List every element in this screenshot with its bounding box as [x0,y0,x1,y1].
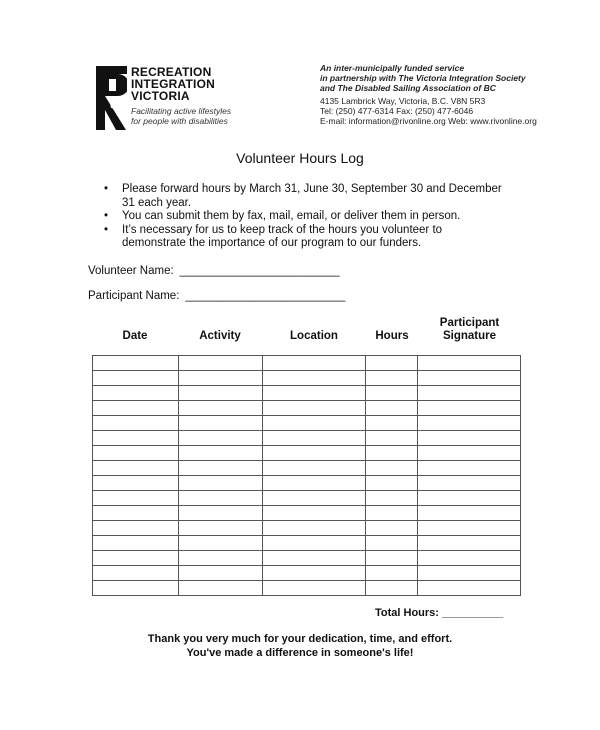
volunteer-name-label: Volunteer Name: [88,265,174,277]
table-row [93,386,521,401]
table-row [93,491,521,506]
participant-name-label: Participant Name: [88,290,180,302]
header-signature-line-2: Signature [442,330,497,342]
table-row [93,401,521,416]
org-name-line-2: INTEGRATION [131,77,215,91]
participant-name-blank[interactable]: _________________________ [185,290,346,302]
table-cell[interactable] [418,476,521,491]
table-cell[interactable] [93,536,179,551]
table-cell[interactable] [366,446,418,461]
table-cell[interactable] [366,371,418,386]
table-cell[interactable] [178,356,262,371]
table-cell[interactable] [93,551,179,566]
table-cell[interactable] [178,371,262,386]
table-cell[interactable] [418,491,521,506]
table-cell[interactable] [366,461,418,476]
hours-log-table [92,355,521,596]
header-activity: Activity [199,330,241,342]
thanks-line-1: Thank you very much for your dedication, time, and effort. [147,633,453,645]
table-cell[interactable] [178,551,262,566]
table-cell[interactable] [418,461,521,476]
table-cell[interactable] [262,551,366,566]
instruction-item: • Please forward hours by March 31, June 30, September 30 and December 31 each year. [104,183,504,210]
table-cell[interactable] [178,476,262,491]
table-cell[interactable] [418,416,521,431]
table-cell[interactable] [366,551,418,566]
table-cell[interactable] [262,356,366,371]
table-cell[interactable] [418,446,521,461]
table-cell[interactable] [262,536,366,551]
instruction-item: • You can submit them by fax, mail, email, or deliver them in person. [104,210,504,224]
tagline-line-2: for people with disabilities [131,116,228,126]
table-cell[interactable] [262,386,366,401]
table-cell[interactable] [418,521,521,536]
table-row [93,536,521,551]
table-cell[interactable] [418,536,521,551]
table-cell[interactable] [178,461,262,476]
org-tagline [131,106,231,126]
table-row [93,431,521,446]
table-cell[interactable] [178,401,262,416]
table-cell[interactable] [178,431,262,446]
riv-logo-icon [96,66,127,130]
partner-line-3: and The Disabled Sailing Association of BC [320,83,496,93]
table-cell[interactable] [366,581,418,596]
table-cell[interactable] [178,566,262,581]
total-hours[interactable]: Total Hours: __________ [375,607,504,619]
table-cell[interactable] [418,401,521,416]
org-name-line-1: RECREATION [131,65,212,79]
table-cell[interactable] [93,476,179,491]
table-cell[interactable] [418,356,521,371]
table-cell[interactable] [418,581,521,596]
table-cell[interactable] [262,566,366,581]
table-row [93,461,521,476]
table-cell[interactable] [93,416,179,431]
table-cell[interactable] [418,371,521,386]
instructions-list [104,183,504,251]
table-cell[interactable] [178,416,262,431]
table-row [93,416,521,431]
table-cell[interactable] [366,386,418,401]
instruction-item: • It’s necessary for us to keep track of the hours you volunteer to demonstrate the importance of our program to our funders. [104,224,504,251]
table-cell[interactable] [93,566,179,581]
table-cell[interactable] [366,476,418,491]
table-cell[interactable] [366,566,418,581]
table-cell[interactable] [262,491,366,506]
table-row [93,566,521,581]
header-location: Location [290,330,338,342]
table-cell[interactable] [93,446,179,461]
table-cell[interactable] [366,536,418,551]
table-cell[interactable] [262,581,366,596]
table-cell[interactable] [93,371,179,386]
table-row [93,521,521,536]
table-row [93,551,521,566]
table-cell[interactable] [418,551,521,566]
table-cell[interactable] [366,416,418,431]
table-cell[interactable] [93,401,179,416]
table-cell[interactable] [178,446,262,461]
table-cell[interactable] [366,431,418,446]
org-email-web: E-mail: information@rivonline.org Web: www.rivonline.org [320,116,537,126]
header-hours: Hours [375,330,409,342]
table-cell[interactable] [93,491,179,506]
table-cell[interactable] [93,356,179,371]
table-cell[interactable] [262,416,366,431]
thanks-line-2: You've made a difference in someone's life! [186,647,414,659]
table-cell[interactable] [178,506,262,521]
volunteer-name-blank[interactable]: _________________________ [179,265,340,277]
table-cell[interactable] [262,401,366,416]
table-cell[interactable] [366,356,418,371]
table-cell[interactable] [366,401,418,416]
table-row [93,371,521,386]
table-row [93,581,521,596]
table-cell[interactable] [93,461,179,476]
table-cell[interactable] [262,371,366,386]
table-cell[interactable] [178,581,262,596]
table-cell[interactable] [178,491,262,506]
table-cell[interactable] [262,506,366,521]
table-cell[interactable] [418,566,521,581]
participant-name-field[interactable] [88,290,345,302]
org-phone-fax: Tel: (250) 477-6314 Fax: (250) 477-6046 [320,106,474,116]
table-cell[interactable] [93,521,179,536]
org-name [131,66,215,102]
header-date: Date [122,330,148,342]
table-cell[interactable] [262,446,366,461]
table-cell[interactable] [178,521,262,536]
volunteer-name-field[interactable] [88,265,340,277]
page-title: Volunteer Hours Log [236,150,364,166]
table-cell[interactable] [93,506,179,521]
table-row [93,476,521,491]
table-row [93,356,521,371]
table-cell[interactable] [262,461,366,476]
partner-info [320,63,537,126]
table-cell[interactable] [366,521,418,536]
table-row [93,506,521,521]
partner-line-1: An inter-municipally funded service [320,63,465,73]
table-cell[interactable] [418,431,521,446]
table-cell[interactable] [93,581,179,596]
table-cell[interactable] [366,491,418,506]
tagline-line-1: Facilitating active lifestyles [131,106,232,116]
table-cell[interactable] [178,536,262,551]
org-name-line-3: VICTORIA [131,89,190,103]
table-cell[interactable] [418,506,521,521]
org-address: 4135 Lambrick Way, Victoria, B.C. V8N 5R3 [320,96,486,106]
table-cell[interactable] [93,431,179,446]
partner-line-2: in partnership with The Victoria Integration Society [320,73,526,83]
table-cell[interactable] [418,386,521,401]
table-cell[interactable] [262,476,366,491]
table-cell[interactable] [366,506,418,521]
header-participant-signature [418,317,521,343]
table-cell[interactable] [178,386,262,401]
table-row [93,446,521,461]
table-cell[interactable] [262,431,366,446]
header-signature-line-1: Participant [439,317,500,329]
table-cell[interactable] [93,386,179,401]
table-cell[interactable] [262,521,366,536]
